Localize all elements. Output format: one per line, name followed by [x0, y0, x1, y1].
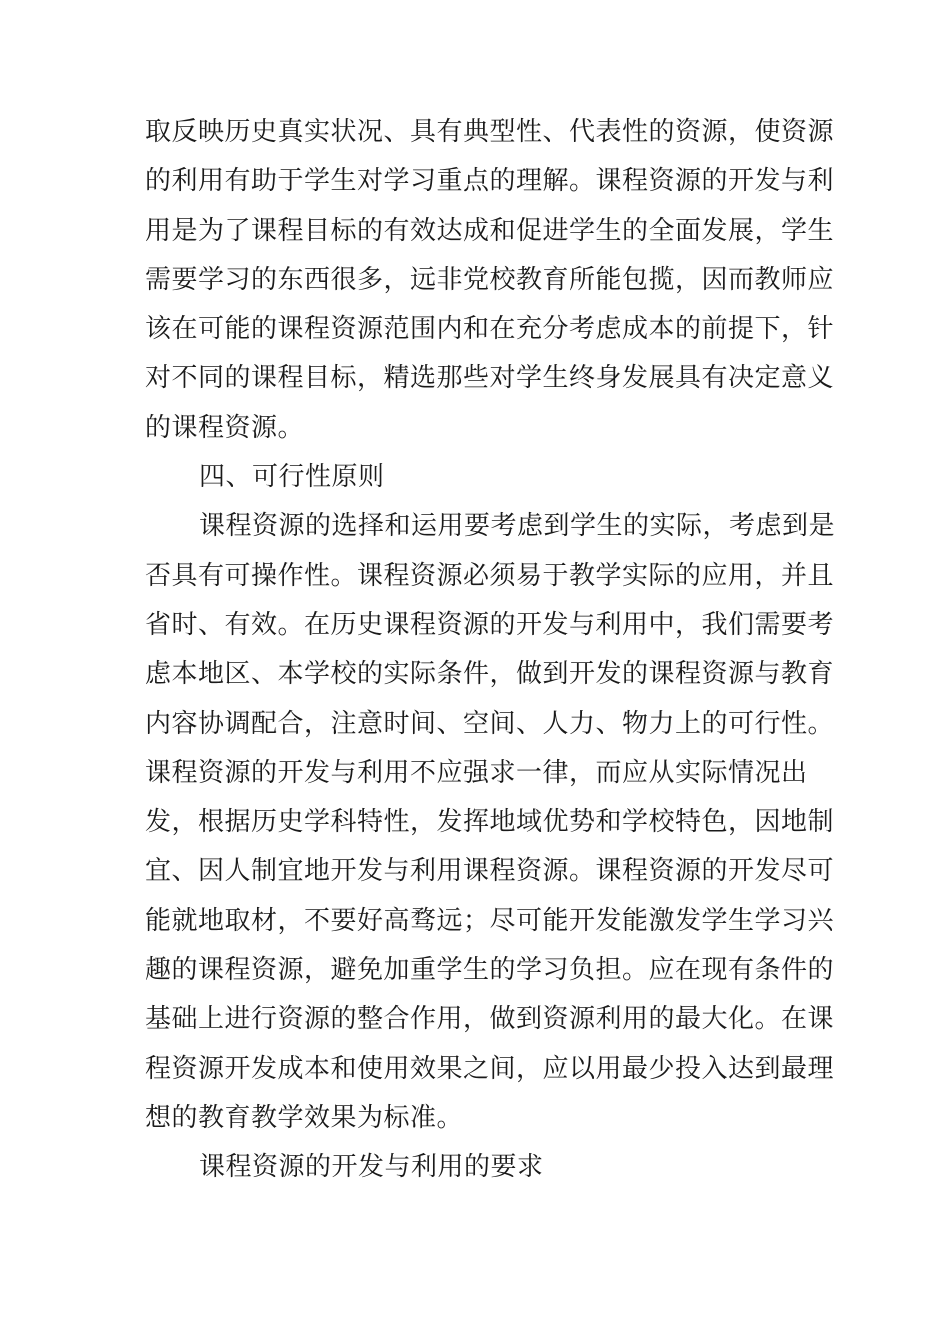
section-heading: 四、可行性原则 — [199, 462, 385, 493]
body-text — [145, 108, 835, 1193]
paragraph-line: 课程资源的开发与利用不应强求一律，而应从实际情况出 — [145, 757, 808, 788]
paragraph-line: 的利用有助于学生对学习重点的理解。课程资源的开发与利 — [145, 166, 835, 197]
paragraph-line: 该在可能的课程资源范围内和在充分考虑成本的前提下，针 — [145, 314, 835, 345]
paragraph-line: 的课程资源。 — [145, 412, 305, 443]
paragraph-line: 想的教育教学效果为标准。 — [145, 1102, 464, 1133]
paragraph-line: 宜、因人制宜地开发与利用课程资源。课程资源的开发尽可 — [145, 856, 835, 887]
paragraph-line: 发，根据历史学科特性，发挥地域优势和学校特色，因地制 — [145, 807, 835, 838]
paragraph-line: 课程资源的选择和运用要考虑到学生的实际，考虑到是 — [199, 511, 835, 542]
paragraph-line: 需要学习的东西很多，远非党校教育所能包揽，因而教师应 — [145, 264, 835, 295]
paragraph-line: 对不同的课程目标，精选那些对学生终身发展具有决定意义 — [145, 363, 835, 394]
paragraph-line: 趣的课程资源，避免加重学生的学习负担。应在现有条件的 — [145, 955, 835, 986]
paragraph-line: 用是为了课程目标的有效达成和促进学生的全面发展，学生 — [145, 215, 835, 246]
paragraph-line: 内容协调配合，注意时间、空间、人力、物力上的可行性。 — [145, 708, 835, 739]
paragraph-line: 否具有可操作性。课程资源必须易于教学实际的应用，并且 — [145, 560, 835, 591]
paragraph-line: 取反映历史真实状况、具有典型性、代表性的资源，使资源 — [145, 117, 835, 147]
paragraph-line: 基础上进行资源的整合作用，做到资源利用的最大化。在课 — [145, 1004, 835, 1035]
section-heading: 课程资源的开发与利用的要求 — [199, 1152, 544, 1183]
paragraph-line: 程资源开发成本和使用效果之间，应以用最少投入达到最理 — [145, 1053, 835, 1084]
paragraph-line: 能就地取材，不要好高骛远；尽可能开发能激发学生学习兴 — [145, 905, 835, 936]
paragraph-line: 虑本地区、本学校的实际条件，做到开发的课程资源与教育 — [145, 659, 835, 690]
paragraph-line: 省时、有效。在历史课程资源的开发与利用中，我们需要考 — [145, 609, 835, 640]
